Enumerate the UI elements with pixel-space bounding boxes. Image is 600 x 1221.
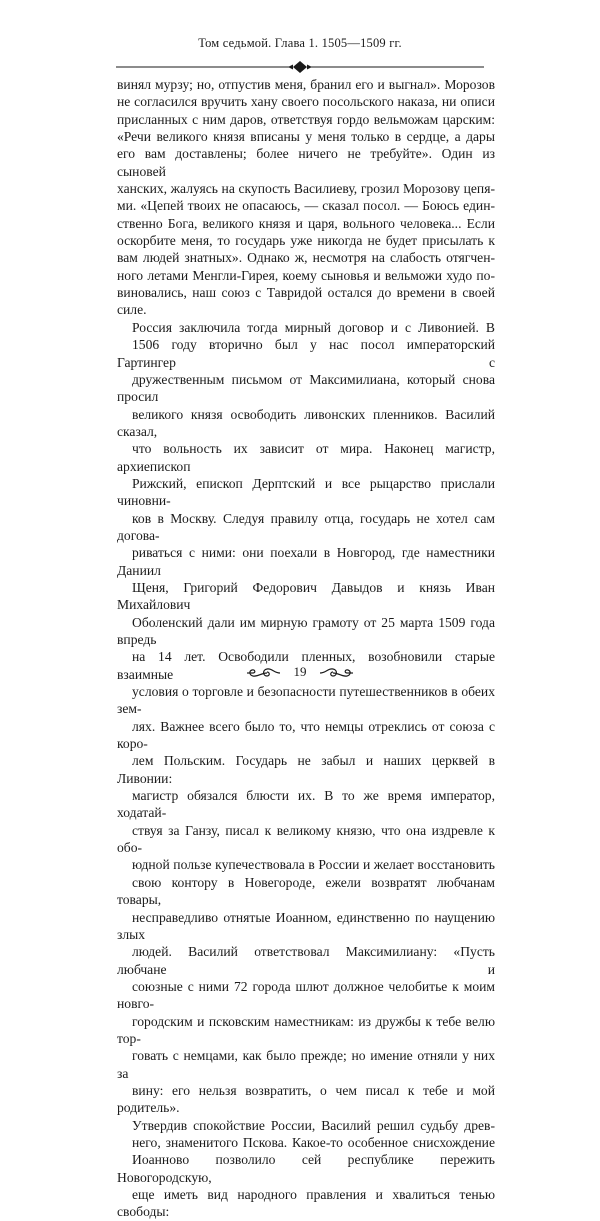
text-line: вам людей знатных». Однако ж, несмотря на слабость отягчен- — [117, 250, 495, 266]
text-line: Утвердив спокойствие России, Василий решил судьбу древ- — [132, 1117, 495, 1133]
text-line: союзные с ними 72 города шлют должное челобитье к моим новго- — [117, 978, 495, 1012]
text-line: Иоанново позволило сей республике пережить Новогородскую, — [117, 1152, 495, 1185]
text-line: ков в Москву. Следуя правилу отца, государь не хотел сам догова- — [117, 510, 495, 543]
page-number: 19 — [293, 664, 307, 679]
text-line: Оболенский дали им мирную грамоту от 25 марта 1509 года впредь — [117, 614, 495, 647]
text-line: магистр обязался блюсти их. В то же время император, ходатай- — [117, 788, 495, 821]
text-line: людей. Василий ответствовал Максимилиану: «Пусть любчане и — [117, 944, 495, 977]
text-line: не согласился вручить хану своего посольского наказа, ни описи — [117, 94, 495, 110]
text-line: вину: его нельзя возвратить, о чем пиcал к тебе и мой родитель». — [117, 1082, 495, 1116]
body-text — [117, 76, 495, 1221]
text-line: присланных с ним даров, ответствуя гордо вельможам царским: — [117, 111, 495, 127]
text-line: несправедливо отнятые Иоанном, единственно по наущению злых — [117, 909, 495, 942]
text-line: оскорбите меня, то государь уже никогда не будет присылать к — [117, 233, 495, 249]
text-line: ханских, жалуясь на скупость Василиеву, грозил Морозову цепя- — [117, 181, 495, 197]
text-line: Щеня, Григорий Федорович Давыдов и князь Иван Михайлович — [117, 579, 495, 613]
paragraph — [117, 76, 495, 319]
text-line: лем Польским. Государь не забыл и наших церквей в Ливонии: — [117, 753, 495, 786]
text-line: еще иметь вид народного правления и хвалиться тенью свободы: — [117, 1187, 495, 1220]
text-line: свою контору в Новегороде, ежели возвратят любчанам товары, — [117, 874, 495, 908]
text-line: лях. Важнее всего было то, что немцы отреклись от союза с коро- — [117, 718, 495, 752]
text-line: винял мурзу; но, отпустив меня, бранил его и выгнал». Морозов — [117, 77, 495, 92]
paragraph — [117, 1117, 495, 1221]
text-line: его вам доставлены; более ничего не требуйте». Один из сыновей — [117, 146, 495, 179]
text-line: виновались, наш союз с Тавридой остался до времени в своей — [117, 285, 495, 301]
text-line: ного летами Менгли-Гирея, коему сыновья и вельможи худо по- — [117, 267, 495, 283]
text-line: 1506 году вторично был у нас посол императорский Гартингер с — [117, 337, 495, 370]
text-line: Рижский, епископ Дерптский и все рыцарство прислали чиновни- — [117, 475, 495, 509]
text-line: условия о торговле и безопасности путешественников в обеих зем- — [117, 684, 495, 717]
paragraph — [117, 319, 495, 1117]
text-line: «Речи великого князя вписаны у меня только в сердце, а дары — [117, 129, 495, 145]
text-line: ми. «Цепей твоих не опасаюсь, — сказал посол. — Боюсь един- — [117, 198, 495, 214]
text-line: ствуя за Ганзу, писал к великому князю, что она издревле к обо- — [117, 822, 495, 856]
running-header: Том седьмой. Глава 1. 1505—1509 гг. — [198, 36, 402, 50]
text-line: городским и псковским наместникам: из дружбы к тебе велю тор- — [117, 1013, 495, 1046]
text-line: что вольность их зависит от мира. Наконец магистр, архиепископ — [117, 441, 495, 474]
text-line: на 14 лет. Освободили пленных, возобновили старые взаимные — [117, 649, 495, 682]
header-ornament-rule — [116, 60, 484, 74]
text-line: риваться с ними: они поехали в Новгород, где наместники Даниил — [117, 545, 495, 578]
text-line: говать с немцами, как было прежде; но имение отняли у них за — [117, 1048, 495, 1081]
text-line: Россия заключила тогда мирный договор и с Ливонией. В — [132, 319, 495, 335]
footer-left-flourish-icon — [246, 666, 282, 680]
footer-right-flourish-icon — [318, 666, 354, 680]
text-line: силе. — [117, 302, 147, 318]
text-line: великого князя освободить ливонских пленников. Василий сказал, — [117, 406, 495, 439]
text-line: дружественным письмом от Максимилиана, который снова просил — [117, 371, 495, 405]
text-line: юдной пользе купечествовала в России и желает восстановить — [132, 857, 495, 873]
text-line: ственно Бога, великого князя и царя, вольного человека... Если — [117, 215, 495, 231]
text-line: него, знаменитого Пскова. Какое-то особенное снисхождение — [132, 1134, 495, 1150]
